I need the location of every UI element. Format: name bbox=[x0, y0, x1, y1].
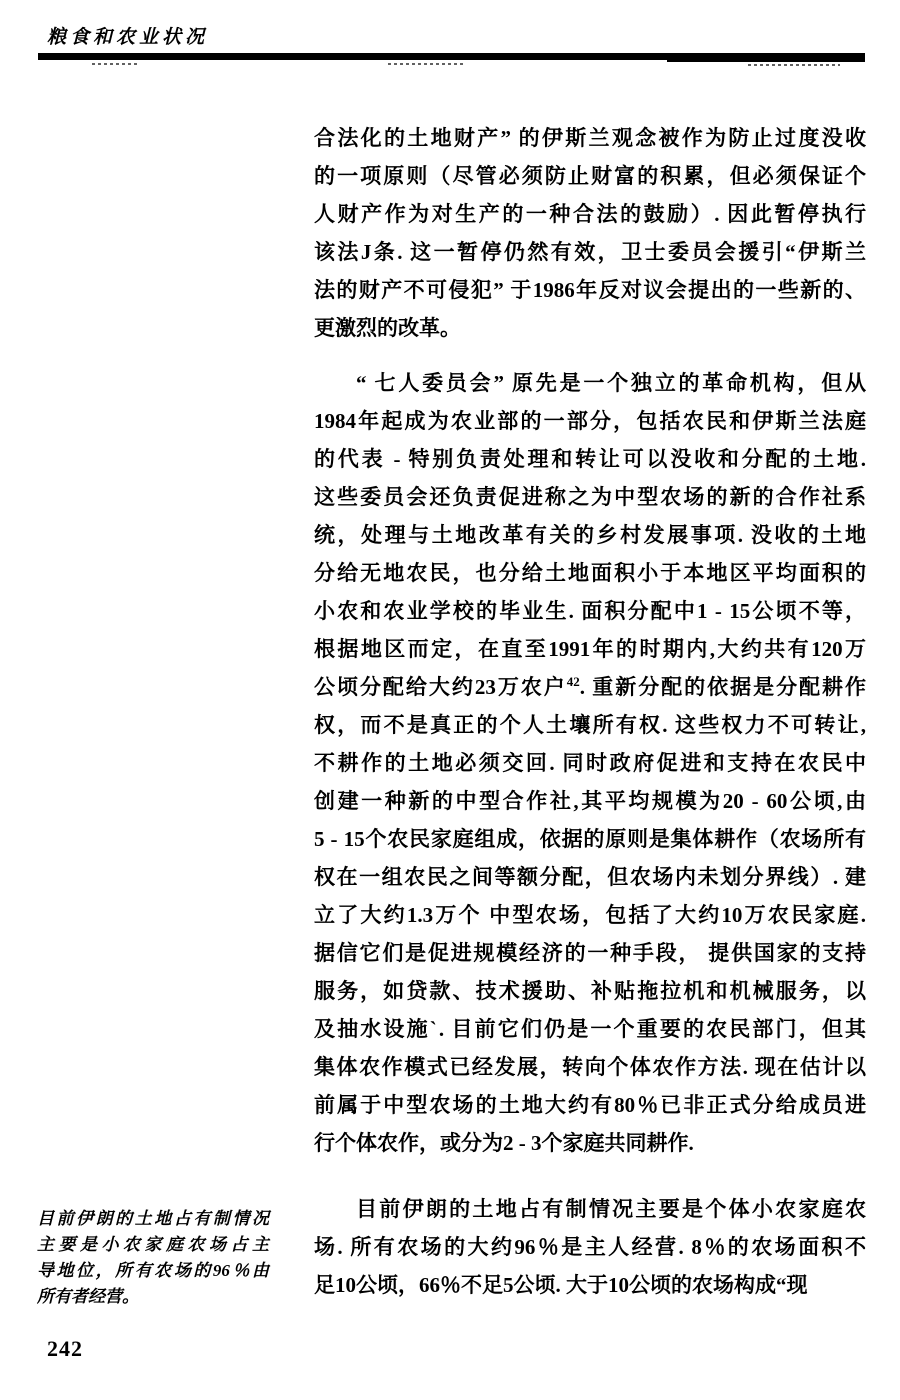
text-line: 服务，如贷款、技术援助、补贴拖拉机和机械服务，以 bbox=[314, 979, 866, 1003]
margin-note-line: 所有者经营。 bbox=[37, 1287, 139, 1306]
running-header-title: 粮食和农业状况 bbox=[47, 27, 209, 48]
paragraph-2 bbox=[314, 364, 866, 1162]
scan-artifact-dash bbox=[388, 63, 464, 65]
text-line: 据信它们是促进规模经济的一种手段， 提供国家的支持 bbox=[314, 941, 866, 965]
scan-artifact-dash bbox=[92, 63, 138, 65]
text-line: 权，而不是真正的个人土壤所有权. 这些权力不可转让, bbox=[314, 713, 866, 737]
text-line-with-footnote bbox=[314, 668, 866, 706]
text-line: 1984年起成为农业部的一部分，包括农民和伊斯兰法庭 bbox=[314, 409, 866, 433]
text-line: 更激烈的改革。 bbox=[314, 316, 461, 340]
text-line: 的一项原则（尽管必须防止财富的积累，但必须保证个 bbox=[314, 164, 866, 188]
text-line: 目前伊朗的土地占有制情况主要是个体小农家庭农 bbox=[356, 1197, 866, 1221]
text-line: 根据地区而定，在直至1991年的时期内,大约共有120万 bbox=[314, 637, 866, 661]
text-line: 该法J条. 这一暂停仍然有效，卫士委员会援引“伊斯兰 bbox=[314, 240, 866, 264]
text-line: 集体农作模式已经发展，转向个体农作方法. 现在估计以 bbox=[314, 1055, 866, 1079]
paragraph-1 bbox=[314, 119, 866, 347]
text-line: 场. 所有农场的大约96％是主人经营. 8％的农场面积不 bbox=[314, 1235, 866, 1259]
text-line: 这些委员会还负责促进称之为中型农场的新的合作社系 bbox=[314, 485, 866, 509]
text-line: 5 - 15个农民家庭组成，依据的原则是集体耕作（农场所有 bbox=[314, 827, 866, 851]
text-line: 人财产作为对生产的一种合法的鼓励）. 因此暂停执行 bbox=[314, 202, 866, 226]
text-segment: 公顷分配给大约23万农户 bbox=[314, 675, 567, 699]
text-line: 及抽水设施ˋ. 目前它们仍是一个重要的农民部门，但其 bbox=[314, 1017, 866, 1041]
text-line: 创建一种新的中型合作社,其平均规模为20 - 60公顷,由 bbox=[314, 789, 866, 813]
header-rule bbox=[38, 53, 865, 60]
margin-note-line: 导地位，所有农场的96％由 bbox=[37, 1261, 269, 1280]
text-line: 小农和农业学校的毕业生. 面积分配中1 - 15公顷不等， bbox=[314, 599, 866, 623]
text-line: 足10公顷，66％不足5公顷. 大于10公顷的农场构成“现 bbox=[314, 1273, 808, 1297]
page-number: 242 bbox=[47, 1336, 83, 1361]
margin-note-line: 主要是小农家庭农场占主 bbox=[37, 1235, 269, 1254]
text-line: 立了大约1.3万个 中型农场，包括了大约10万农民家庭. bbox=[314, 903, 866, 927]
text-line: 前属于中型农场的土地大约有80％已非正式分给成员进 bbox=[314, 1093, 866, 1117]
margin-note-line: 目前伊朗的土地占有制情况 bbox=[37, 1209, 269, 1228]
text-segment: . 重新分配的依据是分配耕作 bbox=[579, 675, 867, 699]
footnote-superscript: 42 bbox=[566, 674, 580, 689]
text-line: 行个体农作，或分为2 - 3个家庭共同耕作. bbox=[314, 1131, 694, 1155]
text-line: 不耕作的土地必须交回. 同时政府促进和支持在农民中 bbox=[314, 751, 866, 775]
text-line: 分给无地农民，也分给土地面积小于本地区平均面积的 bbox=[314, 561, 866, 585]
body-text-column bbox=[314, 119, 866, 1321]
text-line: 的代表 - 特别负责处理和转让可以没收和分配的土地. bbox=[314, 447, 866, 471]
text-line: 权在一组农民之间等额分配，但农场内未划分界线）. 建 bbox=[314, 865, 866, 889]
margin-note bbox=[37, 1206, 269, 1310]
text-line: “ 七人委员会” 原先是一个独立的革命机构，但从 bbox=[356, 371, 866, 395]
scan-artifact-dash bbox=[748, 64, 840, 66]
paragraph-3 bbox=[314, 1190, 866, 1304]
text-line: 法的财产不可侵犯” 于1986年反对议会提出的一些新的、 bbox=[314, 278, 866, 302]
text-line: 合法化的土地财产” 的伊斯兰观念被作为防止过度没收 bbox=[314, 126, 866, 150]
scan-artifact-subrule bbox=[667, 60, 865, 62]
text-line: 统，处理与土地改革有关的乡村发展事项. 没收的土地 bbox=[314, 523, 866, 547]
